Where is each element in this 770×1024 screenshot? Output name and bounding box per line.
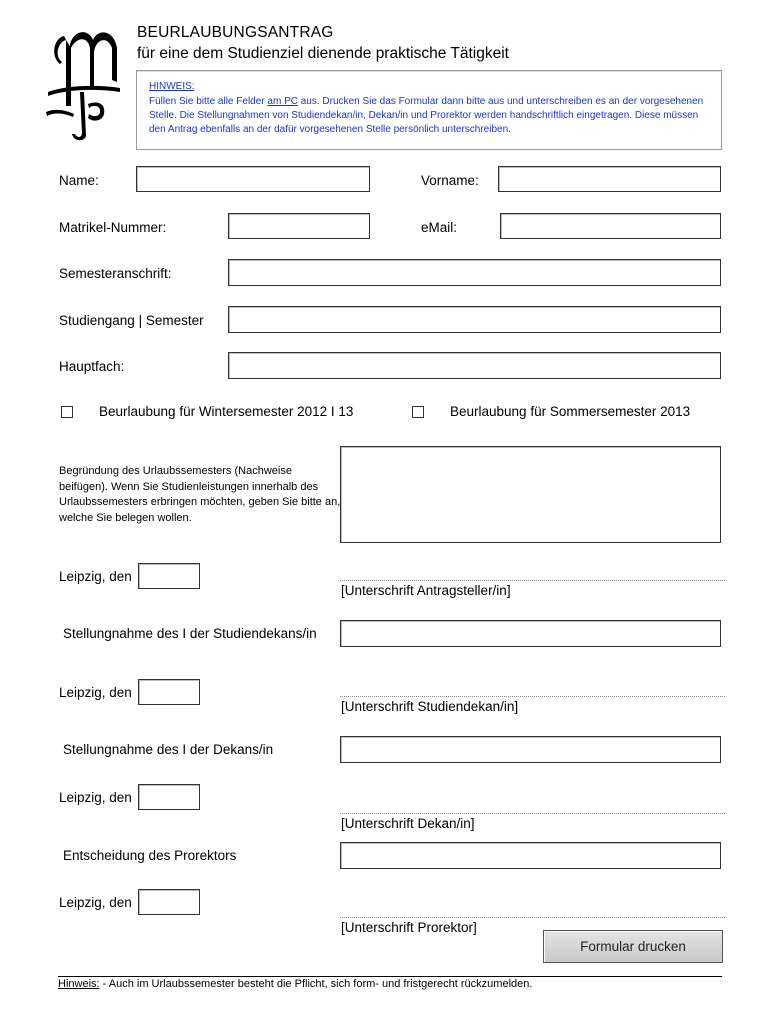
footer-note xyxy=(58,978,532,990)
print-form-button[interactable]: Formular drucken xyxy=(543,930,723,963)
signature-line-antragsteller xyxy=(340,580,725,581)
begruendung-field[interactable] xyxy=(340,446,721,543)
matrikel-field[interactable] xyxy=(228,213,370,239)
vorname-field[interactable] xyxy=(498,166,721,192)
begruendung-label: Begründung des Urlaubssemesters (Nachweise beifügen). Wenn Sie Studienleistungen innerhalb des Urlaubssemesters erbringen möchten, geben Sie bitte an, welche Sie belegen wollen. xyxy=(59,465,341,524)
signature-line-dekan xyxy=(340,813,725,814)
mt-monogram-logo xyxy=(44,26,124,146)
hint-text: Füllen Sie bitte alle Felder am PC aus. Drucken Sie das Formular dann bitte aus und unterschreiben es an der vorgesehenen Stelle. Die Stellungnahmen von Studiendekan/in, Dekan/in und Prorektor werden handschriftlich eingetragen. Diese müssen den Antrag ebenfalls an der dafür vorgesehenen Stelle persönlich unterschreiben. xyxy=(149,96,704,135)
semesteranschrift-field[interactable] xyxy=(228,259,721,286)
email-label: eMail: xyxy=(421,220,458,235)
signature-label-prorektor: [Unterschrift Prorektor] xyxy=(341,920,477,935)
signature-label-dekan: [Unterschrift Dekan/in] xyxy=(341,816,475,831)
studiengang-label: Studiengang | Semester xyxy=(59,313,204,328)
entscheidung-field[interactable] xyxy=(340,842,721,869)
name-field[interactable] xyxy=(136,166,370,192)
date-field-2[interactable] xyxy=(138,679,200,705)
footer-divider xyxy=(58,976,722,977)
signature-label-antragsteller: [Unterschrift Antragsteller/in] xyxy=(341,583,511,598)
leipzig-label-2: Leipzig, den xyxy=(59,685,132,700)
vorname-label: Vorname: xyxy=(421,173,479,188)
name-label: Name: xyxy=(59,173,99,188)
entscheidung-label: Entscheidung des Prorektors xyxy=(63,848,237,863)
semesteranschrift-label: Semesteranschrift: xyxy=(59,266,172,281)
footer-text: - Auch im Urlaubssemester besteht die Pflicht, sich form- und fristgerecht rückzumelden. xyxy=(99,978,533,990)
hauptfach-label: Hauptfach: xyxy=(59,359,125,374)
sommer-label: Beurlaubung für Sommersemester 2013 xyxy=(450,404,691,419)
studiengang-field[interactable] xyxy=(228,306,721,333)
signature-line-studiendekan xyxy=(340,696,725,697)
form-title: BEURLAUBUNGSANTRAG xyxy=(137,24,334,41)
stellungnahme-studiendekan-label: Stellungnahme des I der Studiendekans/in xyxy=(63,626,317,641)
winter-checkbox[interactable] xyxy=(61,406,73,418)
stellungnahme-dekan-label: Stellungnahme des I der Dekans/in xyxy=(63,742,274,757)
leipzig-label-4: Leipzig, den xyxy=(59,895,132,910)
hauptfach-field[interactable] xyxy=(228,352,721,379)
signature-label-studiendekan: [Unterschrift Studiendekan/in] xyxy=(341,699,519,714)
leipzig-label-3: Leipzig, den xyxy=(59,790,132,805)
stellungnahme-dekan-field[interactable] xyxy=(340,736,721,763)
email-field[interactable] xyxy=(500,213,721,239)
hint-title: HINWEIS: xyxy=(149,81,195,92)
signature-line-prorektor xyxy=(340,917,725,918)
footer-label: Hinweis: xyxy=(58,978,100,990)
matrikel-label: Matrikel-Nummer: xyxy=(59,220,167,235)
sommer-checkbox[interactable] xyxy=(412,406,424,418)
hint-am-pc: am PC xyxy=(267,96,298,107)
leipzig-label-1: Leipzig, den xyxy=(59,569,132,584)
date-field-1[interactable] xyxy=(138,563,200,589)
date-field-3[interactable] xyxy=(138,784,200,810)
date-field-4[interactable] xyxy=(138,889,200,915)
stellungnahme-studiendekan-field[interactable] xyxy=(340,620,721,647)
form-subtitle: für eine dem Studienziel dienende praktische Tätigkeit xyxy=(137,45,509,62)
winter-label: Beurlaubung für Wintersemester 2012 I 13 xyxy=(99,404,354,419)
